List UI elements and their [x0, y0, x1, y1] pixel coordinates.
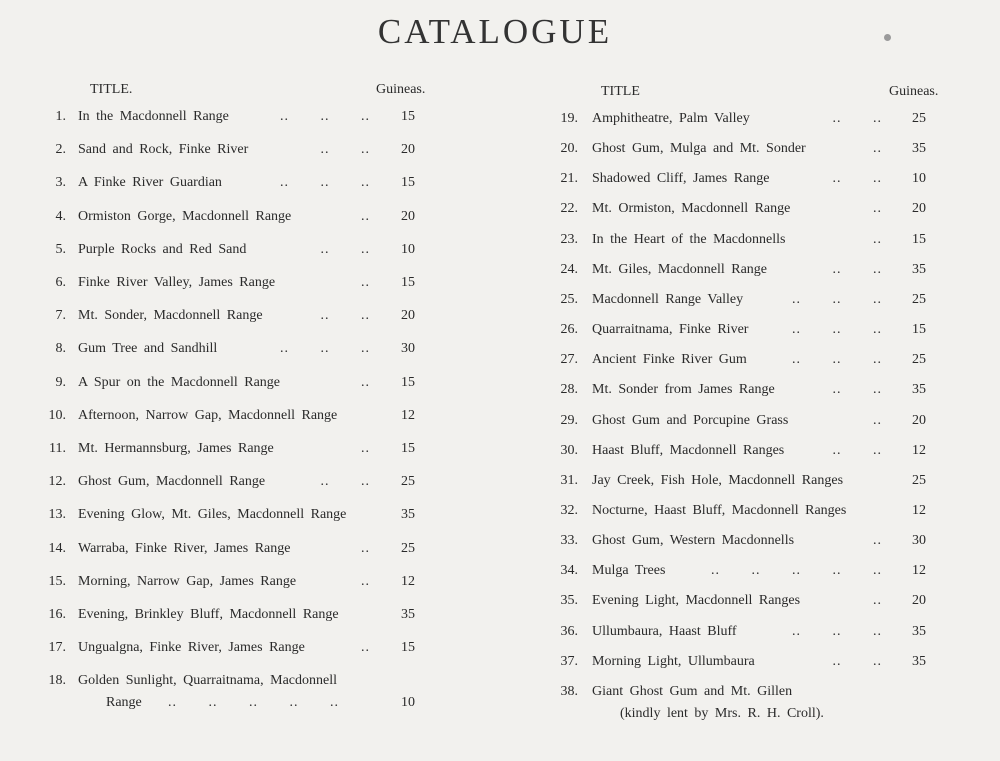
entry-title: Evening, Brinkley Bluff, Macdonnell Range: [78, 607, 339, 622]
entry-number: 7.: [55, 308, 66, 324]
entry-number: 31.: [560, 472, 578, 488]
entry-guineas: 20: [401, 308, 415, 324]
entry-title: Evening Light, Macdonnell Ranges: [592, 593, 801, 609]
entry-guineas: 25: [912, 472, 926, 488]
entry-number: 22.: [560, 201, 578, 217]
entry-number: 33.: [560, 533, 578, 549]
entry-guineas: 20: [401, 208, 415, 224]
entry-number: 38.: [560, 683, 578, 699]
entry-guineas: 20: [912, 593, 926, 609]
entry-guineas: 12: [401, 573, 415, 589]
entry-number: 24.: [560, 261, 578, 277]
leader-dots: .. .. ..: [280, 341, 370, 357]
leader-dots: ..: [361, 540, 370, 556]
entry-number: 32.: [560, 502, 578, 518]
guineas-header: Guineas.: [376, 82, 426, 97]
leader-dots: .. .. .. .. ..: [168, 695, 339, 711]
leader-dots: .. ..: [832, 261, 882, 277]
page-title: CATALOGUE: [377, 12, 613, 51]
leader-dots: ..: [361, 573, 370, 589]
entry-guineas: 30: [401, 341, 415, 357]
entry-title: Haast Bluff, Macdonnell Ranges: [592, 442, 785, 458]
entry-guineas: 20: [912, 201, 926, 217]
entry-title: Ancient Finke River Gum: [592, 352, 747, 368]
entry-number: 21.: [560, 171, 578, 187]
entry-guineas: 25: [912, 352, 926, 368]
entry-number: 8.: [55, 341, 66, 357]
entry-guineas: 35: [912, 653, 926, 669]
entry-guineas: 35: [912, 623, 926, 639]
leader-dots: ..: [873, 231, 882, 247]
entry-number: 15.: [48, 573, 66, 589]
leader-dots: .. ..: [320, 308, 370, 324]
entry-number: 1.: [55, 109, 66, 124]
entry-guineas: 12: [912, 563, 926, 579]
entry-title: Mt. Sonder, Macdonnell Range: [78, 308, 263, 324]
leader-dots: ..: [873, 412, 882, 428]
leader-dots: .. ..: [832, 653, 882, 669]
entry-number: 19.: [560, 111, 578, 126]
entry-number: 30.: [560, 442, 578, 458]
entry-number: 16.: [48, 607, 66, 622]
entry-number: 20.: [560, 141, 578, 157]
entry-title: Giant Ghost Gum and Mt. Gillen: [592, 683, 793, 699]
leader-dots: ..: [361, 640, 370, 656]
entry-title: Nocturne, Haast Bluff, Macdonnell Ranges: [592, 502, 847, 518]
entry-title: Morning, Narrow Gap, James Range: [78, 573, 297, 589]
entry-number: 34.: [560, 563, 578, 579]
leader-dots: .. ..: [832, 382, 882, 398]
entry-title: Gum Tree and Sandhill: [78, 341, 218, 357]
entry-title: Macdonnell Range Valley: [592, 291, 744, 307]
guineas-header: Guineas.: [889, 84, 939, 99]
entry-number: 5.: [55, 241, 66, 257]
entry-guineas: 15: [401, 275, 415, 290]
leader-dots: .. ..: [832, 442, 882, 458]
entry-guineas: 12: [401, 407, 415, 423]
entry-guineas: 35: [401, 507, 415, 523]
entry-guineas: 10: [912, 171, 926, 187]
entry-number: 37.: [560, 653, 578, 669]
entry-title: Ghost Gum and Porcupine Grass: [592, 412, 789, 428]
entry-number: 13.: [48, 507, 66, 523]
entry-number: 17.: [48, 640, 66, 656]
entry-guineas: 20: [912, 412, 926, 428]
leader-dots: ..: [873, 201, 882, 217]
leader-dots: .. .. ..: [792, 322, 882, 338]
entry-title: Mt. Hermannsburg, James Range: [78, 441, 274, 456]
leader-dots: ..: [361, 441, 370, 456]
entry-guineas: 35: [912, 382, 926, 398]
entry-guineas: 25: [912, 291, 926, 307]
entry-guineas: 15: [401, 441, 415, 456]
entry-title: In the Heart of the Macdonnells: [592, 231, 786, 247]
entry-number: 9.: [55, 374, 66, 390]
entry-number: 10.: [48, 407, 66, 423]
entry-number: 23.: [560, 231, 578, 247]
entry-title: Quarraitnama, Finke River: [592, 322, 749, 338]
entry-guineas: 15: [401, 374, 415, 390]
leader-dots: ..: [873, 533, 882, 549]
entry-title: Finke River Valley, James Range: [78, 275, 276, 290]
entry-number: 12.: [48, 474, 66, 490]
leader-dots: ..: [873, 141, 882, 157]
entry-guineas: 25: [401, 540, 415, 556]
entry-title-continued: (kindly lent by Mrs. R. H. Croll).: [620, 705, 824, 721]
entry-title: Ghost Gum, Western Macdonnells: [592, 533, 795, 549]
leader-dots: .. .. ..: [280, 175, 370, 191]
entry-guineas: 10: [401, 241, 415, 257]
entry-title: Ullumbaura, Haast Bluff: [592, 623, 737, 639]
entry-number: 27.: [560, 352, 578, 368]
entry-number: 14.: [48, 540, 66, 556]
entry-guineas: 15: [912, 322, 926, 338]
entry-title: A Spur on the Macdonnell Range: [78, 374, 281, 390]
leader-dots: ..: [361, 275, 370, 290]
entry-guineas: 15: [401, 175, 415, 191]
leader-dots: .. ..: [320, 241, 370, 257]
entry-guineas: 12: [912, 442, 926, 458]
entry-guineas: 25: [912, 111, 926, 126]
entry-title: Golden Sunlight, Quarraitnama, Macdonnell: [78, 673, 337, 689]
entry-number: 28.: [560, 382, 578, 398]
entry-number: 4.: [55, 208, 66, 224]
entry-number: 29.: [560, 412, 578, 428]
entry-guineas: 15: [401, 109, 415, 124]
entry-guineas: 35: [912, 261, 926, 277]
entry-title: Morning Light, Ullumbaura: [592, 653, 755, 669]
leader-dots: .. .. ..: [792, 623, 882, 639]
leader-dots: .. ..: [832, 171, 882, 187]
entry-title: Jay Creek, Fish Hole, Macdonnell Ranges: [592, 472, 844, 488]
leader-dots: .. ..: [320, 142, 370, 158]
entry-guineas: 20: [401, 142, 415, 158]
entry-title: Warraba, Finke River, James Range: [78, 540, 291, 556]
entry-guineas: 12: [912, 502, 926, 518]
entry-title: Mulga Trees: [592, 563, 666, 579]
entry-title: Shadowed Cliff, James Range: [592, 171, 770, 187]
entry-number: 18.: [48, 673, 66, 689]
entry-number: 36.: [560, 623, 578, 639]
entry-number: 11.: [49, 441, 66, 456]
catalogue-entry: [0, 683, 1000, 723]
entry-guineas: 10: [401, 695, 415, 711]
leader-dots: .. .. ..: [792, 291, 882, 307]
entry-guineas: 15: [401, 640, 415, 656]
entry-number: 26.: [560, 322, 578, 338]
entry-number: 35.: [560, 593, 578, 609]
entry-title: A Finke River Guardian: [78, 175, 222, 191]
entry-title: Purple Rocks and Red Sand: [78, 241, 247, 257]
leader-dots: .. ..: [320, 474, 370, 490]
entry-title: Afternoon, Narrow Gap, Macdonnell Range: [78, 407, 338, 423]
entry-guineas: 35: [912, 141, 926, 157]
entry-title: Mt. Ormiston, Macdonnell Range: [592, 201, 791, 217]
title-header: TITLE: [601, 84, 640, 99]
entry-title: In the Macdonnell Range: [78, 109, 229, 124]
entry-number: 25.: [560, 291, 578, 307]
leader-dots: ..: [361, 374, 370, 390]
entry-guineas: 25: [401, 474, 415, 490]
entry-guineas: 35: [401, 607, 415, 622]
entry-number: 3.: [55, 175, 66, 191]
entry-title: Mt. Sonder from James Range: [592, 382, 775, 398]
entry-title: Sand and Rock, Finke River: [78, 142, 249, 158]
title-header: TITLE.: [90, 82, 133, 97]
leader-dots: .. .. .. .. ..: [711, 563, 882, 579]
entry-title: Ormiston Gorge, Macdonnell Range: [78, 208, 292, 224]
entry-title: Mt. Giles, Macdonnell Range: [592, 261, 768, 277]
entry-number: 2.: [55, 142, 66, 158]
entry-number: 6.: [55, 275, 66, 290]
entry-title: Ghost Gum, Mulga and Mt. Sonder: [592, 141, 806, 157]
leader-dots: .. ..: [832, 111, 882, 126]
leader-dots: ..: [873, 593, 882, 609]
ink-dot: [884, 34, 891, 41]
entry-title: Ungualgna, Finke River, James Range: [78, 640, 305, 656]
entry-title: Ghost Gum, Macdonnell Range: [78, 474, 266, 490]
entry-guineas: 30: [912, 533, 926, 549]
leader-dots: .. .. ..: [792, 352, 882, 368]
entry-title: Evening Glow, Mt. Giles, Macdonnell Range: [78, 507, 347, 523]
entry-title: Amphitheatre, Palm Valley: [592, 111, 750, 126]
entry-guineas: 15: [912, 231, 926, 247]
leader-dots: .. .. ..: [280, 109, 370, 124]
entry-title-continued: Range: [106, 695, 142, 711]
leader-dots: ..: [361, 208, 370, 224]
